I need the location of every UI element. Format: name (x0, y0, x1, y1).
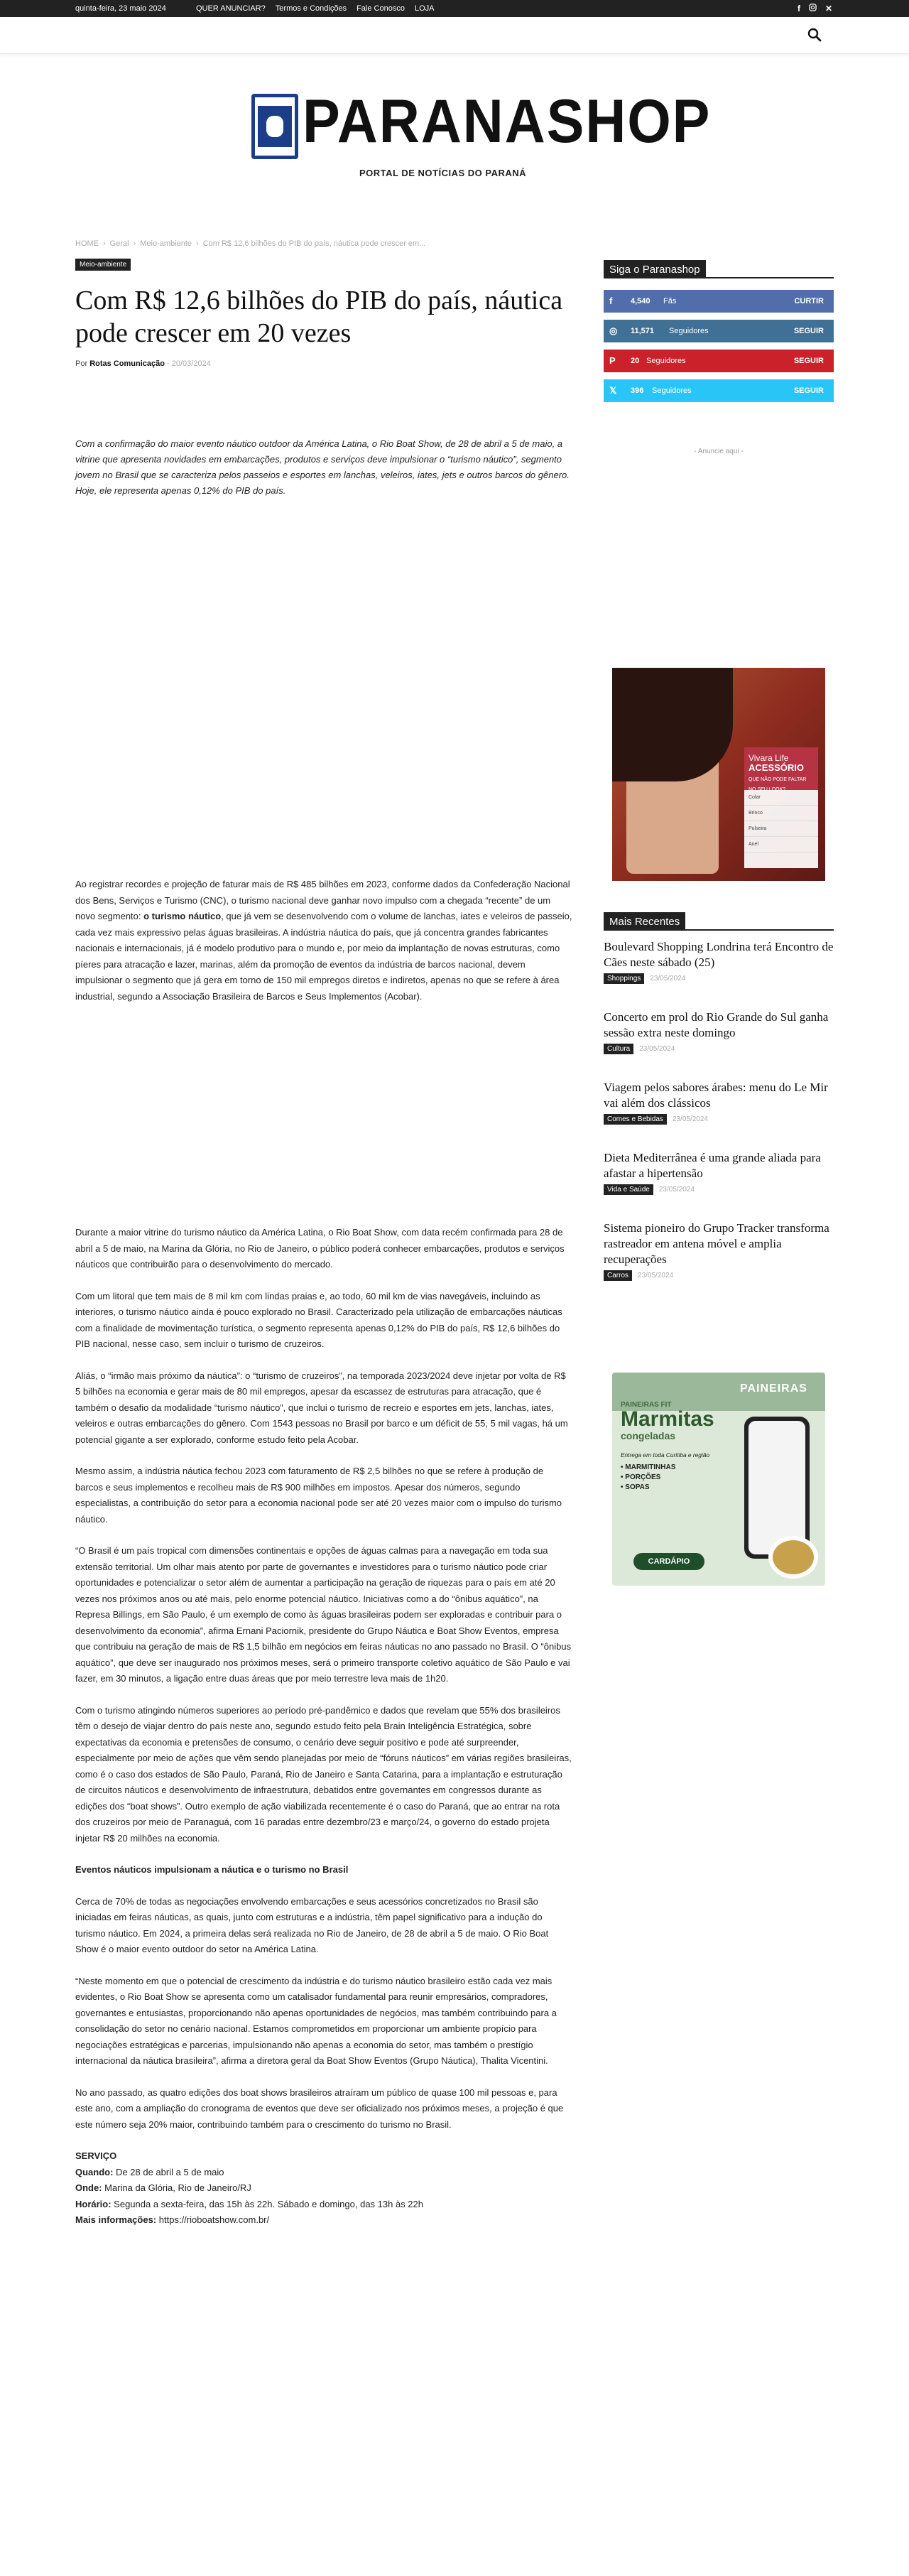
top-menu (196, 4, 434, 13)
service-title: SERVIÇO (75, 2150, 117, 2161)
menu-button[interactable]: CARDÁPIO (633, 1553, 704, 1570)
recent-post-title[interactable]: Sistema pioneiro do Grupo Tracker transforma rastreador em antena móvel e amplia recuperações (604, 1221, 829, 1266)
top-menu-store[interactable]: LOJA (414, 4, 435, 13)
recent-widget (604, 912, 834, 1281)
recent-post-category[interactable]: Cultura (604, 1044, 633, 1054)
logo-wordmark: PARANASHOP (303, 87, 712, 156)
article-byline: Por Rotas Comunicação - 20/03/2024 (75, 359, 211, 368)
paragraph: Com o turismo atingindo números superiores ao período pré-pandêmico e dados que revelam que 55% dos brasileiros têm o desejo de viajar dentro do país neste ano, segundo estudo feito pela Brain Inteligência Estratégica, sobre expectativas da economia e pretensões de consumo, o cenário deve seguir positivo e pode até surpreender, especialmente por meio de ações que vêm sendo planejadas por meio de “fóruns náuticos” em várias regiões brasileiras, como é o caso dos estados de São Paulo, Paraná, Rio de Janeiro e Santa Catarina, para a implantação e estruturação de circuitos náuticos e desenvolvimento de infraestrutura, debatidos entre governantes em congressos durante as edições dos “boat shows”. Outro exemplo de ação viabilizada recentemente é o caso do Paraná, que ao entrar na rota dos cruzeiros por meio de Paranaguá, com 16 paradas entre dezembro/23 e março/24, o governo do estado projeta injetar R$ 20 milhões na economia. (75, 1704, 572, 1844)
x-icon[interactable]: ✕ (824, 4, 832, 13)
ad-item: • MARMITINHAS (621, 1463, 676, 1471)
food-image (768, 1536, 818, 1579)
author-link[interactable]: Rotas Comunicação (89, 359, 165, 368)
top-menu-terms[interactable]: Termos e Condições (275, 4, 347, 13)
followers-count: 396 (631, 386, 644, 395)
breadcrumb-geral[interactable]: Geral (109, 239, 129, 248)
service-when: Quando: De 28 de abril a 5 de maio (75, 2166, 224, 2177)
article-body-2 (75, 1225, 572, 2229)
followers-label: Seguidores (652, 386, 692, 395)
breadcrumb-home[interactable]: HOME (75, 239, 99, 248)
service-box (75, 2148, 572, 2229)
recent-post (604, 1010, 834, 1054)
recent-post-date: 23/05/2024 (639, 1045, 675, 1053)
article-lead: Com a confirmação do maior evento náutico outdoor da América Latina, o Rio Boat Show, de 28 de abril a 5 de maio, a vitrine que apresenta novidades em embarcações, produtos e serviços deve impulsionar o “turismo náutico”, segmento jovem no Brasil que se caracteriza pelos passeios e esportes em lanchas, veleiros, iates, jets e outros barcos do gênero. Hoje, ele representa apenas 0,12% do PIB do país. (75, 438, 570, 496)
followers-count: 20 (631, 357, 640, 365)
facebook-icon: f (609, 296, 613, 306)
ad-headline-2: congeladas (621, 1430, 676, 1441)
paragraph: Aliás, o “irmão mais próximo da náutica”: o “turismo de cruzeiros”, na temporada 2023/2024 deve injetar por volta de R$ 5 bilhões na economia e gerar mais de 80 mil empregos, apesar da escassez de estruturas para atracação, que é também o desafio da modalidade “turismo náutico”, que inclui o turismo de recreio e esportes em jets, lanchas, iates, veleiros e outras embarcações do gênero. Com 1543 pessoas no Brasil por barco e um déficit de 55, 5 mil vagas, há um potencial gigante a ser explorado, conforme estudo feito pela Acobar. (75, 1370, 568, 1445)
recent-post (604, 939, 834, 984)
service-more-info: Mais informações: https://rioboatshow.com.br/ (75, 2214, 270, 2225)
paragraph: “O Brasil é um país tropical com dimensões continentais e opções de águas calmas para a navegação em toda sua extensão territorial. Um olhar mais atento por parte de governantes e investidores para o turismo náutico pode criar oportunidades e potencializar o setor além de aumentar a participação na geração de riquezas para o país em até 20 vezes nos próximos anos ou até mais, pelo enorme potencial náutico. Iniciativas como a do “ônibus aquático”, na Represa Billings, em São Paulo, é um exemplo de como às águas brasileiras podem ser exploradas e contribuir para o desenvolvimento da economia”, afirma Ernani Paciornik, presidente do Grupo Náutica e Boat Show Eventos, empresa que contribuiu na geração de mais de R$ 1,5 bilhão em negócios em feiras náuticas no ano passado no Brasil. O “ônibus aquático”, que deve ser inaugurado nos próximos meses, será o primeiro transporte coletivo aquático de São Paulo e vai fazer, em 30 minutos, a ligação entre duas áreas que por meio terrestre leva mais de 1h20. (75, 1545, 572, 1684)
recent-post-category[interactable]: Comes e Bebidas (604, 1114, 667, 1125)
breadcrumb-separator: › (103, 239, 106, 248)
recent-post-title[interactable]: Dieta Mediterrânea é uma grande aliada para afastar a hipertensão (604, 1151, 821, 1180)
service-hours: Horário: Segunda a sexta-feira, das 15h às 22h. Sábado e domingo, das 13h às 22h (75, 2198, 423, 2209)
paragraph: “Neste momento em que o potencial de crescimento da indústria e do turismo náutico brasileiro estão cada vez mais evidentes, o Rio Boat Show se apresenta como um catalisador fundamental para reunir empresários, compradores, governantes e entusiastas, proporcionando não apenas oportunidades de negócios, mas também contribuindo para a consolidação do setor no cenário nacional. Estamos comprometidos em proporcionar um ambiente propício para negociações estratégicas e parcerias, impulsionando não apenas a economia do setor, mas também o prestígio internacional da náutica brasileira”, afirma a diretora geral da Boat Show Eventos (Grupo Náutica), Thalita Vicentini. (75, 1975, 557, 2066)
main-header (0, 17, 909, 54)
follow-button[interactable]: SEGUIR (793, 327, 824, 335)
ad-brand: PAINEIRAS (740, 1382, 807, 1395)
ad-subtitle: PAINEIRAS FIT (621, 1401, 672, 1409)
top-menu-advertise[interactable]: QUER ANUNCIAR? (196, 4, 266, 13)
instagram-icon[interactable] (809, 4, 817, 13)
recent-post-date: 23/05/2024 (658, 1186, 695, 1194)
paragraph: Mesmo assim, a indústria náutica fechou 2023 com faturamento de R$ 2,5 bilhões no que se refere à produção de barcos e seus implementos e recolheu mais de R$ 900 milhões em impostos. Apesar dos números, segundo especialistas, a contribuição do setor para a economia nacional pode ser até 20 vezes maior com o impulso do turismo náutico. (75, 1466, 562, 1525)
fans-label: Fãs (663, 297, 677, 305)
marmitas-ad[interactable] (612, 1373, 825, 1586)
paragraph: Cerca de 70% de todas as negociações envolvendo embarcações e seus acessórios concretizados no Brasil são iniciadas em feiras náuticas, as quais, junto com estruturas e a indústria, têm papel significativo para a indução do turismo náutico. Em 2024, a primeira delas será realizada no Rio de Janeiro, de 28 de abril a 5 de maio. O Rio Boat Show é o maior evento outdoor do setor na América Latina. (75, 1895, 549, 1954)
jewelry-ad[interactable] (612, 668, 825, 881)
breadcrumb-separator: › (133, 239, 136, 248)
ad-headline: Marmitas (621, 1407, 714, 1431)
article-body-1 (75, 877, 572, 1020)
ad-delivery-note: Entrega em toda Curitiba e região (621, 1451, 709, 1459)
ad-item: • PORÇÕES (621, 1473, 661, 1481)
ad-option[interactable]: Pulseira (744, 821, 818, 837)
followers-count: 11,571 (631, 327, 655, 335)
ad-option[interactable]: Anel (744, 837, 818, 853)
breadcrumb-meio-ambiente[interactable]: Meio-ambiente (140, 239, 192, 248)
followers-label: Seguidores (669, 327, 709, 335)
recent-post-date: 23/05/2024 (650, 975, 686, 983)
fans-count: 4,540 (631, 297, 651, 305)
ad-option[interactable]: Colar (744, 790, 818, 806)
breadcrumb (75, 239, 425, 248)
ad-item: • SOPAS (621, 1483, 650, 1491)
recent-post (604, 1080, 834, 1125)
search-icon[interactable] (807, 27, 822, 43)
current-date: quinta-feira, 23 maio 2024 (75, 4, 166, 13)
event-link[interactable]: https://rioboatshow.com.br/ (156, 2214, 270, 2225)
article-title: Com R$ 12,6 bilhões do PIB do país, náutica pode crescer em 20 vezes (75, 286, 563, 348)
instagram-follow-row[interactable] (604, 320, 834, 342)
pinterest-follow-row[interactable] (604, 350, 834, 372)
recent-post-title[interactable]: Viagem pelos sabores árabes: menu do Le Mir vai além dos clássicos (604, 1081, 828, 1110)
paragraph: Com um litoral que tem mais de 8 mil km com lindas praias e, ao todo, 60 mil km de vias navegáveis, incluindo as interiores, o turismo náutico ainda é pouco explorado no Brasil. Caracterizado pela utilização de embarcações náuticas com a finalidade de movimentação turística, o segmento representa apenas 0,12% do PIB do país, R$ 12,6 bilhões do PIB nacional, nesse caso, sem incluir o turismo de cruzeiros. (75, 1290, 562, 1349)
pinterest-icon: P (609, 355, 616, 366)
follow-button[interactable]: SEGUIR (793, 386, 824, 395)
logo-at-icon (251, 94, 298, 159)
ad-label: - Anuncie aqui - (694, 448, 744, 455)
instagram-icon: ◎ (609, 325, 618, 336)
recent-post (604, 1150, 834, 1195)
paragraph: Durante a maior vitrine do turismo náutico da América Latina, o Rio Boat Show, com data recém confirmada para 28 de abril a 5 de maio, na Marina da Glória, no Rio de Janeiro, o público poderá conhecer embarcações, produtos e serviços náuticos que contribuirão para o desenvolvimento do mercado. (75, 1227, 565, 1270)
x-icon: 𝕏 (609, 385, 617, 396)
service-where: Onde: Marina da Glória, Rio de Janeiro/RJ (75, 2182, 251, 2193)
breadcrumb-current: Com R$ 12,6 bilhões do PIB do país, náutica pode crescer em... (202, 239, 426, 248)
recent-title: Mais Recentes (604, 912, 834, 931)
follow-widget (604, 260, 834, 402)
recent-post-title[interactable]: Boulevard Shopping Londrina terá Encontro de Cães neste sábado (25) (604, 940, 834, 969)
x-follow-row[interactable] (604, 379, 834, 402)
facebook-icon[interactable]: f (797, 4, 800, 13)
logo-tagline: PORTAL DE NOTÍCIAS DO PARANÁ (359, 168, 527, 178)
top-bar (0, 0, 909, 17)
top-socials (798, 4, 832, 13)
recent-post-title[interactable]: Concerto em prol do Rio Grande do Sul ganha sessão extra neste domingo (604, 1010, 829, 1039)
follow-button[interactable]: SEGUIR (793, 357, 824, 365)
ad-option[interactable]: Brinco (744, 806, 818, 821)
byline-prefix: Por (75, 359, 88, 368)
publish-date: 20/03/2024 (171, 359, 211, 368)
paragraph: No ano passado, as quatro edições dos boat shows brasileiros atraíram um público de quase 100 mil pessoas e, para este ano, com a ampliação do cronograma de eventos que deve ser oficializado nos próximos meses, a projeção é que este número seja 20% maior, contribuindo também para o crescimento do turismo no Brasil. (75, 2087, 564, 2130)
followers-label: Seguidores (646, 357, 686, 365)
recent-post (604, 1221, 834, 1281)
like-button[interactable]: CURTIR (794, 297, 824, 305)
top-menu-contact[interactable]: Fale Conosco (356, 4, 405, 13)
recent-post-category[interactable]: Shoppings (604, 973, 644, 984)
recent-post-category[interactable]: Carros (604, 1270, 632, 1281)
section-heading: Eventos náuticos impulsionam a náutica e o turismo no Brasil (75, 1864, 349, 1875)
recent-post-category[interactable]: Vida e Saúde (604, 1184, 653, 1195)
recent-post-date: 23/05/2024 (638, 1272, 674, 1279)
site-logo[interactable] (251, 87, 712, 178)
breadcrumb-separator: › (196, 239, 199, 248)
category-badge[interactable]: Meio-ambiente (75, 259, 131, 271)
paragraph: Ao registrar recordes e projeção de faturar mais de R$ 485 bilhões em 2023, conforme dados da Confederação Nacional dos Bens, Serviços e Turismo (CNC), o turismo nacional deve ganhar novo impulso com a chegada “recente” de um novo segmento: o turismo náutico, que já vem se desenvolvendo com o volume de lanchas, iates e veleiros de passeio, cada vez mais expressivo pelas águas brasileiras. A indústria náutica do país, que já concentra grandes fabricantes nacionais e internacionais, já é modelo produtivo para o mundo e, por meio da implantação de novas estruturas, como píeres para atracação e lazer, marinas, além da promoção de eventos da indústria de barcos nacional, devem impulsionar o segmento que já gera em torno de 150 mil empregos diretos e indiretos, apenas no que se refere à área industrial, segundo a Associação Brasileira de Barcos e Seus Implementos (Acobar). (75, 879, 572, 1002)
recent-post-date: 23/05/2024 (672, 1115, 708, 1123)
follow-title: Siga o Paranashop (604, 260, 834, 278)
facebook-follow-row[interactable] (604, 290, 834, 313)
ad-quiz-card: Vivara Life ACESSÓRIO QUE NÃO PODE FALTAR NO SEU LOOK? Colar Brinco Pulseira Anel (744, 747, 818, 868)
